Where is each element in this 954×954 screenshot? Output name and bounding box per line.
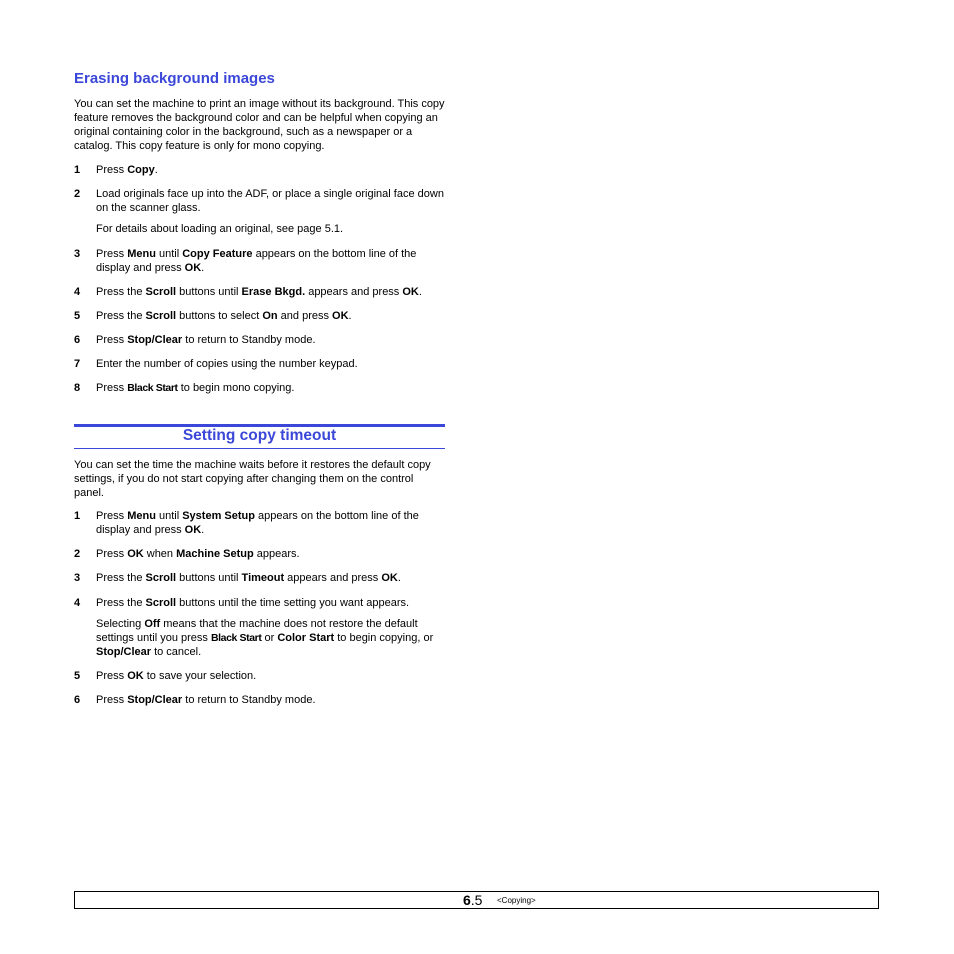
- button-name: Black Start: [210, 632, 262, 644]
- step-number: 1: [74, 164, 81, 176]
- text-run: means that the machine does not restore the default settings until you press: [96, 618, 418, 644]
- text-run: Press: [96, 334, 128, 346]
- step-number: 1: [74, 510, 81, 522]
- step-text: [96, 571, 446, 585]
- bold-term: Off: [144, 618, 161, 630]
- step-text: [96, 285, 446, 299]
- text-run: Press: [96, 670, 128, 682]
- step-text: [96, 357, 446, 371]
- text-run: to save your selection.: [143, 670, 257, 682]
- step-number: 5: [74, 670, 81, 682]
- bold-term: Scroll: [145, 310, 177, 322]
- bold-term: Timeout: [241, 572, 285, 584]
- text-run: Selecting: [96, 618, 145, 630]
- footer-page: .5: [470, 892, 483, 908]
- text-run: and press: [277, 310, 333, 322]
- text-run: until: [155, 510, 183, 522]
- text-run: Press: [96, 510, 128, 522]
- step-number: 3: [74, 248, 81, 260]
- bold-term: Scroll: [145, 286, 177, 298]
- bold-term: Machine Setup: [176, 548, 254, 560]
- text-run: Press: [96, 382, 128, 394]
- bold-term: Menu: [127, 248, 156, 260]
- text-run: or: [261, 632, 278, 644]
- text-run: Press the: [96, 286, 146, 298]
- step-text: [96, 309, 446, 323]
- bold-term: OK: [184, 262, 202, 274]
- text-run: Press the: [96, 572, 146, 584]
- step-number: 6: [74, 334, 81, 346]
- section-title-erasing-background: Erasing background images: [74, 70, 275, 87]
- step-text: [96, 247, 446, 275]
- button-name: Black Start: [127, 382, 178, 394]
- bold-term: Erase Bkgd.: [241, 286, 306, 298]
- bold-term: On: [262, 310, 278, 322]
- erase-step-2-note: For details about loading an original, see page 5.1.: [96, 223, 344, 235]
- step-number: 7: [74, 358, 81, 370]
- bold-term: Stop/Clear: [127, 694, 183, 706]
- section-title-copy-timeout: Setting copy timeout: [182, 427, 337, 444]
- text-run: buttons until: [176, 286, 242, 298]
- bold-term: Stop/Clear: [96, 646, 152, 658]
- step-text: [96, 693, 446, 707]
- bold-term: Stop/Clear: [127, 334, 183, 346]
- text-run: Press: [96, 694, 128, 706]
- text-run: when: [143, 548, 177, 560]
- bold-term: OK: [127, 670, 144, 682]
- text-run: .: [201, 524, 205, 536]
- step-number: 2: [74, 188, 81, 200]
- bold-term: Menu: [127, 510, 156, 522]
- step-text: [96, 509, 446, 537]
- step-number: 4: [74, 597, 81, 609]
- text-run: Press: [96, 548, 128, 560]
- text-run: .: [348, 310, 352, 322]
- text-run: Press: [96, 248, 128, 260]
- bold-term: OK: [402, 286, 419, 298]
- bold-term: OK: [381, 572, 398, 584]
- step-number: 5: [74, 310, 81, 322]
- step-number: 8: [74, 382, 81, 394]
- step-text: [96, 163, 446, 177]
- text-run: until: [155, 248, 183, 260]
- text-run: buttons until the time setting you want appears.: [176, 597, 410, 609]
- step-text: [96, 596, 446, 610]
- bold-term: Scroll: [145, 572, 177, 584]
- bold-term: Color Start: [277, 632, 335, 644]
- footer-chapter: 6: [463, 892, 471, 908]
- bold-term: Copy Feature: [182, 248, 253, 260]
- step-number: 6: [74, 694, 81, 706]
- bold-term: OK: [332, 310, 349, 322]
- text-run: appears on the bottom line of the display and press: [96, 248, 417, 274]
- text-run: to begin mono copying.: [177, 382, 295, 394]
- step-number: 2: [74, 548, 81, 560]
- step-number: 3: [74, 572, 81, 584]
- step-text: [96, 187, 446, 215]
- step-text: [96, 669, 446, 683]
- text-run: Enter the number of copies using the number keypad.: [96, 358, 358, 370]
- step-number: 4: [74, 286, 81, 298]
- text-run: Load originals face up into the ADF, or place a single original face down on the scanner glass.: [96, 188, 444, 214]
- text-run: Press the: [96, 310, 146, 322]
- bold-term: System Setup: [182, 510, 255, 522]
- text-run: Press the: [96, 597, 146, 609]
- text-run: Press: [96, 164, 128, 176]
- text-run: .: [201, 262, 205, 274]
- text-run: to cancel.: [151, 646, 202, 658]
- text-run: .: [154, 164, 158, 176]
- text-run: to begin copying, or: [334, 632, 434, 644]
- section-rule-bottom: [74, 448, 445, 449]
- text-run: .: [397, 572, 401, 584]
- text-run: buttons until: [176, 572, 242, 584]
- step-text: [96, 381, 446, 395]
- timeout-intro-paragraph: You can set the time the machine waits before it restores the default copy settings, if you do not start copying after changing them on the control panel.: [74, 459, 431, 499]
- bold-term: Scroll: [145, 597, 177, 609]
- erasing-intro-paragraph: You can set the machine to print an image without its background. This copy feature removes the background color and can be helpful when copying an original containing color in the background, such as a newspaper or a catalog. This copy feature is only for mono copying.: [74, 98, 445, 152]
- text-run: appears and press: [284, 572, 382, 584]
- text-run: .: [418, 286, 422, 298]
- timeout-step-4-note: [96, 617, 446, 659]
- footer-page-number: [463, 892, 482, 908]
- text-run: to return to Standby mode.: [182, 334, 316, 346]
- text-run: appears and press: [305, 286, 403, 298]
- text-run: appears on the bottom line of the display and press: [96, 510, 419, 536]
- text-run: to return to Standby mode.: [182, 694, 316, 706]
- bold-term: OK: [127, 548, 144, 560]
- bold-term: Copy: [127, 164, 155, 176]
- bold-term: OK: [184, 524, 202, 536]
- step-text: [96, 547, 446, 561]
- footer-chapter-label: <Copying>: [497, 896, 536, 905]
- text-run: appears.: [253, 548, 300, 560]
- step-text: [96, 333, 446, 347]
- text-run: buttons to select: [176, 310, 263, 322]
